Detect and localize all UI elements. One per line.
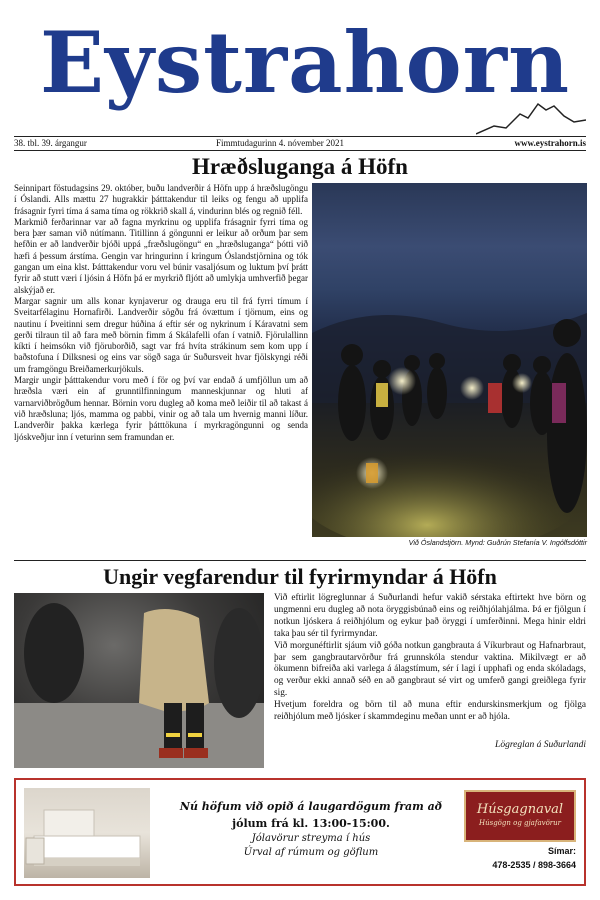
- issue-number: 38. tbl. 39. árgangur: [14, 138, 87, 148]
- article1-photo-caption: Við Óslandstjörn. Mynd: Guðrún Stefanía V. Ingólfsdóttir: [408, 538, 587, 547]
- masthead-rule: [14, 136, 586, 137]
- article2-paragraph: Við morgunéftirlit sjáum við góða notkun gangbrauta á Víkurbraut og Hafnarbraut, þar sem gangbrautarvörður frá grunnskóla stendur vaktina. Mikilvægt er að ökumenn bifreiða aki varlega á álagstímum, sér í lagi í upphafi og enda skóladags, og verður ekki annað séð en að gangbraut sé virt og umferð gangi greiðlega fyrir sig.: [274, 640, 586, 699]
- ad-opening-text: Nú höfum við opið á laugardögum fram að: [179, 800, 443, 813]
- masthead-rule-bottom: [14, 150, 586, 151]
- article2-signature: Lögreglan á Suðurlandi: [495, 740, 586, 750]
- husgagnaval-logo: [464, 790, 576, 842]
- article2-paragraph: Hvetjum foreldra og börn til að muna eftir endurskinsmerkjum og fjölga reiðhjólum með ljósker í skammdeginu meðan unnt er að hjóla.: [274, 700, 586, 723]
- article2-photo: [14, 593, 264, 768]
- ad-beds-text: Úrval af rúmum og göflum: [243, 847, 379, 858]
- night-walk-photo: [312, 183, 587, 537]
- website-link[interactable]: www.eystrahorn.is: [514, 138, 586, 148]
- phone-numbers[interactable]: 478-2535 / 898-3664: [492, 860, 576, 870]
- ad-text: [156, 788, 466, 878]
- ad-hours-text: jólum frá kl. 13:00-15:00.: [232, 817, 390, 830]
- article1-headline: Hræðsluganga á Höfn: [192, 154, 408, 179]
- ad-bedroom-photo: [24, 788, 150, 878]
- article1-body: [14, 183, 308, 555]
- logo-name: Húsgagnaval: [476, 802, 564, 817]
- article1-paragraph: Margir ungir þátttakendur voru með í för og því var endað á umfjöllun um að hræðsla væri ein af grunntilfinningum manneskjunnar og hluti af varnarviðbrögðum hennar. Börnin voru dugleg að koma með leiðir til að takast á við hræðsluna; ljós, mamma og pabbi, vinir og að tala um hvernig manni líður. Landverðir þakka kærlega fyrir þátttökuna í myrkragöngunni og senda ljóskveðjur inn í veturinn sem framundan er.: [14, 375, 308, 442]
- article1-paragraph: Seinnipart föstudagsins 29. október, buðu landverðir á Höfn upp á hræðslugöngu í Óslandi. Alls mættu 27 hugrakkir þátttakendur til leiks og fengu að upplifa frásagnir fyrri tíma á sama tíma og rökkrið skall á, vindurinn blés og regnið féll.: [14, 183, 308, 216]
- bed-photo: [24, 788, 150, 878]
- newspaper-title: Eystrahorn: [40, 13, 571, 112]
- section-divider: [14, 560, 586, 561]
- article1-photo: [312, 183, 587, 537]
- ad-christmas-text: Jólavörur streyma í hús: [251, 833, 371, 844]
- article1-paragraph: Markmið ferðarinnar var að fagna myrkrinu og upplifa frásagnir fyrri tíma og bera þær saman við nútímann. Titillinn á göngunni er leikur að orðum þar sem hefðin er að landverðir bjóði uppá „fræðslugöngu“ en „hræðsluganga“ þótti við hæfi á þessum árstíma. Gengin var hringurinn í kringum Óslandstjörnina og tók gangan um eina klst. Þátttakendur voru vel búnir vasaljósum og luktum því þrátt fyrir að stutt væri í ljósin á Höfn þá er myrkrið fljótt að umlykja umhverfið þegar alskýjað er.: [14, 216, 308, 295]
- masthead: [0, 0, 600, 150]
- issue-date: Fimmtudagurinn 4. nóvember 2021: [216, 138, 344, 148]
- article2-headline: Ungir vegfarendur til fyrirmyndar á Höfn: [103, 564, 497, 589]
- phone-label: Símar:: [547, 846, 576, 856]
- furniture-advertisement[interactable]: [14, 778, 586, 886]
- article1-paragraph: Margar sagnir um alls konar kynjaverur og drauga eru til frá fyrri tímum í Sveitarfélaginu Hornafirði. Landverðir sögðu frá óvættum í tjörnum, eins og nautinu í Þveitinni sem dregur húðina á eftir sér og nykrinum í Káravatni sem gerði tilraun til að fara með börnin fimm á Skálafelli ofan í vatnið. Fjörulallinn kíkti í heimsókn við fjöruborðið, sagt var frá hvíta strákinum sem kom upp í baðstofuna í Dilksnesi og eins var sögð saga úr Suðursveit hvar fjölskyngi réði um framgöngu Breiðamerkurjökuls.: [14, 295, 308, 374]
- mountain-logo-icon: [476, 96, 586, 136]
- child-reflective-vest-photo: [14, 593, 264, 768]
- logo-tagline: Húsgögn og gjafavörur: [479, 819, 561, 827]
- article2-body: [274, 593, 586, 733]
- article2-paragraph: Við eftirlit lögreglunnar á Suðurlandi hefur vakið sérstaka eftirtekt hve börn og ungmenni eru dugleg að nota öryggisbúnað eins og reiðhjólahjálma. Þá er fjölgun í notkun ljóskera á reiðhjólum og eykur það öryggi í umferðinni. Mega hinir eldri taka þau sér til fyrirmyndar.: [274, 593, 586, 639]
